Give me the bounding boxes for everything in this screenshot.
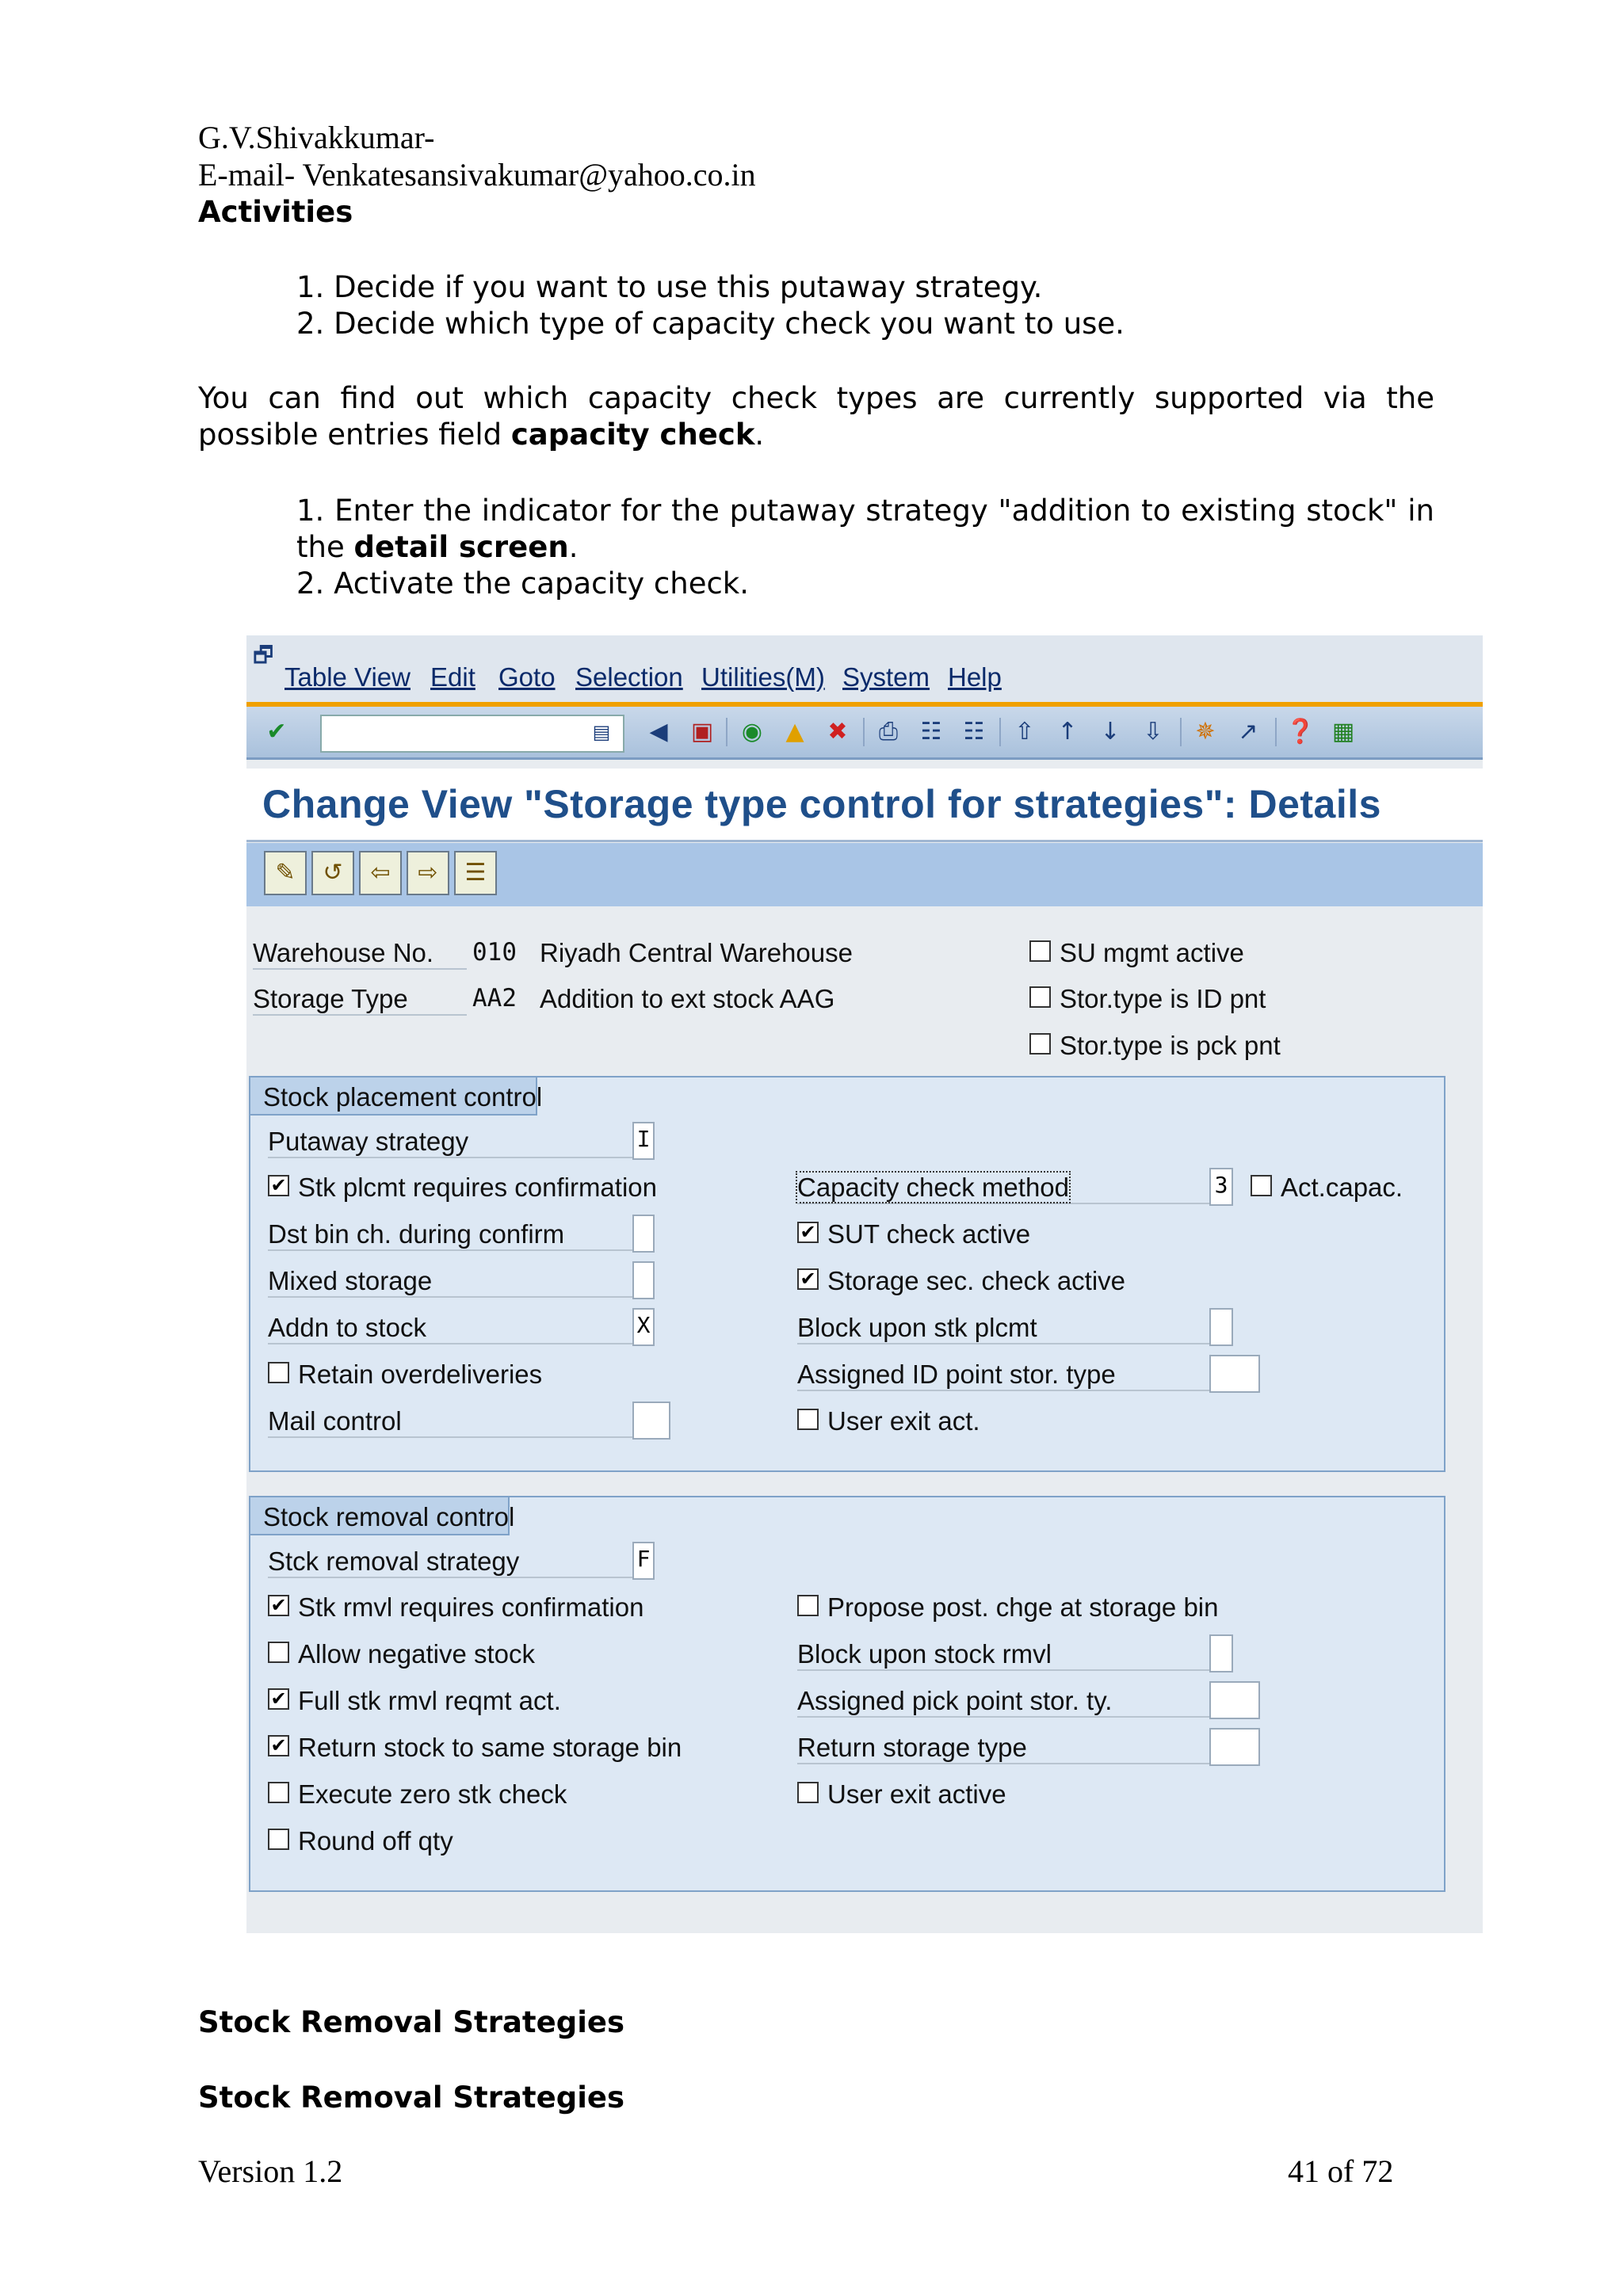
exit-icon[interactable]: ▲ [785,718,804,746]
author-name: G.V.Shivakkumar- [198,120,435,155]
capacity-paragraph [198,380,1434,453]
step-enter-indicator-text: 1. Enter the indicator for the putaway strategy "addition to existing stock" in the [296,494,1434,564]
stor-id-pnt-checkbox[interactable] [1029,986,1051,1008]
block-plcmt-input[interactable] [1209,1308,1233,1346]
menu-edit[interactable]: Edit [430,662,475,692]
round-off-checkbox[interactable] [268,1829,289,1850]
sap-window [246,635,1483,1933]
menu-selection[interactable]: Selection [575,662,683,692]
user-exit-act-label: User exit act. [827,1406,980,1436]
return-type-label: Return storage type [797,1733,1209,1764]
step-enter-indicator-bold: detail screen [353,530,569,564]
step-activate-capacity: 2. Activate the capacity check. [296,566,749,601]
back-icon[interactable]: ◉ [741,718,763,746]
sut-check-checkbox[interactable]: ✔ [797,1222,819,1243]
capacity-check-method-text: Capacity check method [797,1173,1070,1202]
retain-overdeliveries-checkbox[interactable] [268,1362,289,1383]
block-rmvl-input[interactable] [1209,1634,1233,1672]
stor-pck-pnt-checkbox[interactable] [1029,1033,1051,1055]
removal-strategy-label: Stck removal strategy [268,1547,640,1578]
toolbar-separator [726,718,727,746]
toolbar-separator [1180,718,1182,746]
return-same-bin-checkbox[interactable]: ✔ [268,1735,289,1756]
screen-title: Change View "Storage type control for strategies": Details [262,782,1381,826]
menu-system[interactable]: System [842,662,930,692]
zero-stk-check-checkbox[interactable] [268,1782,289,1803]
act-capac-label: Act.capac. [1281,1173,1403,1202]
mail-control-input[interactable] [632,1402,670,1440]
step-decide-capacity: 2. Decide which type of capacity check you want to use. [296,307,1125,341]
stock-removal-tab [250,1497,515,1535]
toolbar-separator [999,718,1001,746]
find-next-icon[interactable]: ☷ [963,718,985,746]
retain-overdeliveries-label: Retain overdeliveries [298,1360,543,1389]
mixed-storage-label: Mixed storage [268,1266,640,1298]
stock-removal-title: Stock removal control [263,1502,515,1531]
user-exit-active-label: User exit active [827,1779,1006,1809]
menu-utilities[interactable]: Utilities(M) [701,662,825,692]
shortcut-icon[interactable]: ↗ [1238,718,1258,746]
previous-page-icon[interactable]: ↑ [1057,718,1078,746]
propose-post-label: Propose post. chge at storage bin [827,1592,1219,1622]
step-enter-indicator-suffix: . [568,530,579,564]
dst-bin-input[interactable] [632,1215,655,1253]
enter-check-icon[interactable]: ✔ [266,718,287,746]
version-label: Version 1.2 [198,2153,343,2189]
capacity-paragraph-text: You can find out which capacity check types are currently supported via the possible entries field [198,381,1434,452]
block-rmvl-label: Block upon stock rmvl [797,1639,1209,1671]
step-decide-strategy: 1. Decide if you want to use this putaway strategy. [296,270,1043,304]
assigned-pick-label: Assigned pick point stor. ty. [797,1686,1209,1718]
command-history-icon[interactable]: ▤ [592,721,611,743]
author-email: E-mail- Venkatesansivakumar@yahoo.co.in [198,157,756,193]
negative-stock-checkbox[interactable] [268,1642,289,1663]
mail-control-label: Mail control [268,1406,640,1438]
capacity-check-method-label [797,1173,1209,1204]
stock-placement-tab [250,1077,543,1116]
assigned-id-label: Assigned ID point stor. type [797,1360,1209,1391]
help-icon[interactable]: ❓ [1285,718,1316,746]
standard-toolbar [246,707,1483,760]
warehouse-label: Warehouse No. [253,938,467,970]
addn-stock-input[interactable]: X [632,1308,655,1346]
sut-check-label: SUT check active [827,1219,1031,1249]
undo-button[interactable]: ↺ [311,851,354,895]
storage-type-label: Storage Type [253,984,467,1016]
page-number: 41 of 72 [1288,2153,1394,2189]
save-icon[interactable]: ▣ [690,718,714,746]
menu-help[interactable]: Help [948,662,1002,692]
full-stk-checkbox[interactable]: ✔ [268,1688,289,1710]
toolbar-separator [1275,718,1277,746]
display-change-button[interactable]: ✎ [264,851,307,895]
previous-entry-button[interactable]: ⇦ [359,851,402,895]
rmvl-conf-label: Stk rmvl requires confirmation [298,1592,644,1622]
return-type-input[interactable] [1209,1728,1260,1766]
warehouse-value: 010 [472,938,517,967]
stock-placement-group [249,1076,1445,1472]
next-entry-button[interactable]: ⇨ [407,851,449,895]
menu-bar [246,635,1483,707]
addn-stock-label: Addn to stock [268,1313,640,1344]
activities-heading: Activities [198,195,353,229]
negative-stock-label: Allow negative stock [298,1639,535,1669]
rmvl-conf-checkbox[interactable]: ✔ [268,1595,289,1616]
print-icon[interactable]: ⎙ [879,718,898,746]
block-plcmt-label: Block upon stk plcmt [797,1313,1209,1344]
return-same-bin-label: Return stock to same storage bin [298,1733,682,1762]
menu-goto[interactable]: Goto [498,662,556,692]
stk-plcmt-conf-checkbox[interactable]: ✔ [268,1175,289,1196]
step-enter-indicator [296,493,1434,566]
first-page-icon[interactable]: ⇧ [1014,718,1035,746]
dst-bin-label: Dst bin ch. during confirm [268,1219,640,1251]
act-capac-checkbox[interactable] [1251,1175,1272,1196]
find-icon[interactable]: ☷ [920,718,942,746]
capacity-paragraph-suffix: . [754,418,765,452]
user-exit-active-checkbox[interactable] [797,1782,819,1803]
list-button[interactable]: ☰ [454,851,497,895]
stock-removal-heading-2: Stock Removal Strategies [198,2081,624,2115]
mixed-storage-input[interactable] [632,1261,655,1299]
stk-plcmt-conf-label: Stk plcmt requires confirmation [298,1173,657,1202]
stock-removal-group [249,1496,1445,1892]
stock-placement-title: Stock placement control [263,1082,543,1112]
su-mgmt-checkbox[interactable] [1029,940,1051,962]
layout-menu-icon[interactable]: ▦ [1331,718,1355,746]
stock-removal-heading-1: Stock Removal Strategies [198,2005,624,2039]
screen-title-bar [246,769,1483,842]
create-session-icon[interactable]: ✵ [1195,718,1216,746]
removal-strategy-input[interactable]: F [632,1542,655,1580]
putaway-strategy-input[interactable]: I [632,1122,655,1160]
round-off-label: Round off qty [298,1826,453,1855]
command-field[interactable] [320,715,624,753]
next-page-icon[interactable]: ↓ [1100,718,1121,746]
storage-sec-checkbox[interactable]: ✔ [797,1268,819,1290]
assigned-id-input[interactable] [1209,1355,1260,1393]
zero-stk-check-label: Execute zero stk check [298,1779,567,1809]
capacity-check-method-input[interactable]: 3 [1209,1168,1233,1206]
putaway-strategy-label: Putaway strategy [268,1127,640,1158]
application-toolbar [246,843,1483,906]
menu-shortcut-icon[interactable]: 🗗 [253,642,274,668]
last-page-icon[interactable]: ⇩ [1143,718,1163,746]
toolbar-separator [863,718,865,746]
stor-id-pnt-label: Stor.type is ID pnt [1060,984,1266,1013]
stor-pck-pnt-label: Stor.type is pck pnt [1060,1031,1281,1060]
propose-post-checkbox[interactable] [797,1595,819,1616]
su-mgmt-label: SU mgmt active [1060,938,1244,967]
back-arrow-icon[interactable]: ◀ [649,718,668,746]
storage-type-value: AA2 [472,984,517,1013]
storage-type-description: Addition to ext stock AAG [540,984,835,1013]
storage-sec-label: Storage sec. check active [827,1266,1126,1295]
cancel-icon[interactable]: ✖ [827,718,848,746]
assigned-pick-input[interactable] [1209,1681,1260,1719]
warehouse-description: Riyadh Central Warehouse [540,938,853,967]
capacity-paragraph-bold: capacity check [510,418,755,452]
full-stk-label: Full stk rmvl reqmt act. [298,1686,561,1715]
menu-table-view[interactable]: Table View [285,662,411,692]
user-exit-act-checkbox[interactable] [797,1409,819,1430]
